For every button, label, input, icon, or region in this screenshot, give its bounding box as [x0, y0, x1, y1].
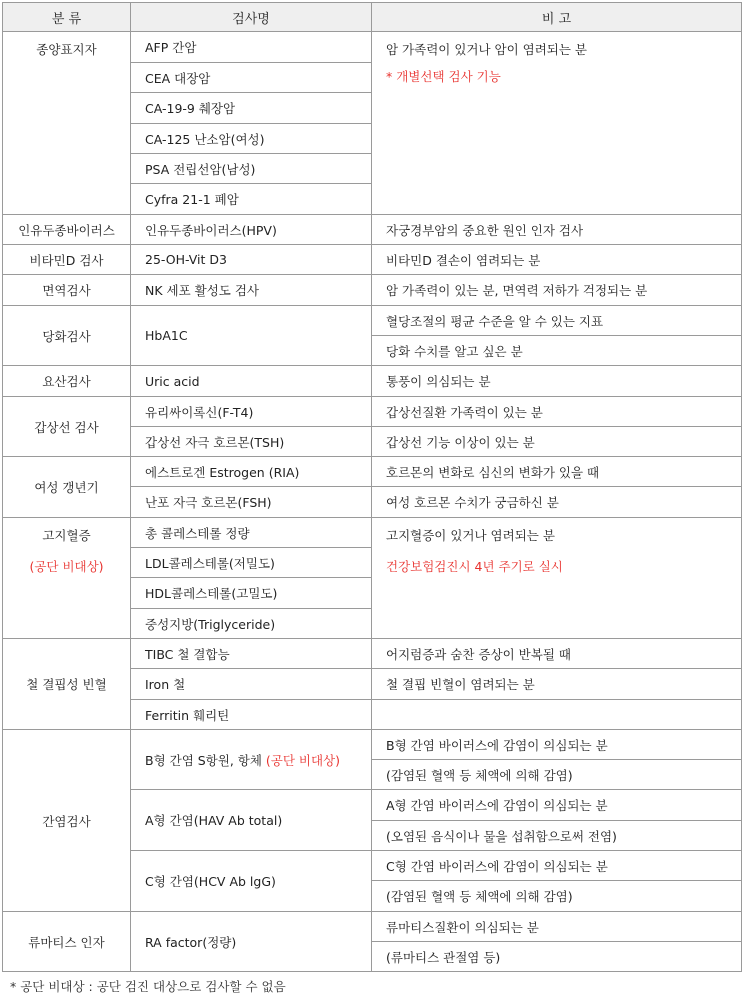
test-cell: Iron 철	[131, 669, 372, 700]
note-cell: 호르몬의 변화로 심신의 변화가 있을 때	[372, 457, 742, 487]
test-cell: 총 콜레스테롤 정량	[131, 518, 372, 548]
table-header-row	[3, 3, 742, 32]
header-category: 분 류	[3, 3, 131, 32]
note-text: 고지혈증이 있거나 염려되는 분	[386, 528, 555, 543]
footnote: * 공단 비대상 : 공단 검진 대상으로 검사할 수 없음	[10, 979, 286, 994]
category-text: 고지혈증	[42, 528, 91, 543]
test-cell: 갑상선 자극 호르몬(TSH)	[131, 427, 372, 457]
note-cell: 류마티스질환이 의심되는 분	[372, 912, 742, 942]
table-row	[3, 275, 742, 306]
table-row	[3, 32, 742, 63]
test-cell: PSA 전립선암(남성)	[131, 154, 372, 184]
checkup-table	[2, 2, 742, 972]
note-lipid	[372, 518, 742, 639]
test-cell: CEA 대장암	[131, 63, 372, 93]
category-red-text: (공단 비대상)	[29, 559, 104, 574]
note-cell: 비타민D 결손이 염려되는 분	[372, 245, 742, 275]
category-rheuma: 류마티스 인자	[3, 912, 131, 972]
table-row	[3, 457, 742, 487]
test-cell: CA-125 난소암(여성)	[131, 124, 372, 154]
table-row	[3, 215, 742, 245]
header-note: 비 고	[372, 3, 742, 32]
note-cell: 당화 수치를 알고 싶은 분	[372, 336, 742, 366]
table-row	[3, 245, 742, 275]
category-glucose: 당화검사	[3, 306, 131, 366]
test-red-text: (공단 비대상)	[265, 752, 341, 768]
category-uric: 요산검사	[3, 366, 131, 397]
note-cell: 여성 호르몬 수치가 궁금하신 분	[372, 487, 742, 518]
test-cell: 난포 자극 호르몬(FSH)	[131, 487, 372, 518]
category-hepatitis: 간염검사	[3, 730, 131, 912]
note-red-text: 건강보험검진시 4년 주기로 실시	[386, 559, 563, 574]
table-row	[3, 639, 742, 669]
test-text: B형 간염 S항원, 항체	[145, 752, 266, 768]
test-cell: 중성지방(Triglyceride)	[131, 609, 372, 639]
note-cell: 철 결핍 빈혈이 염려되는 분	[372, 669, 742, 700]
test-cell: Ferritin 훼리틴	[131, 700, 372, 730]
category-immune: 면역검사	[3, 275, 131, 306]
note-cell: 통풍이 의심되는 분	[372, 366, 742, 397]
category-lipid	[3, 518, 131, 639]
note-cell: 자궁경부암의 중요한 원인 인자 검사	[372, 215, 742, 245]
note-cell: 어지럼증과 숨찬 증상이 반복될 때	[372, 639, 742, 669]
table-row	[3, 366, 742, 397]
note-tumor	[372, 32, 742, 215]
header-test: 검사명	[131, 3, 372, 32]
table-row	[3, 306, 742, 336]
test-cell: TIBC 철 결합능	[131, 639, 372, 669]
note-cell: (감염된 혈액 등 체액에 의해 감염)	[372, 760, 742, 790]
note-cell: A형 간염 바이러스에 감염이 의심되는 분	[372, 790, 742, 821]
category-tumor: 종양표지자	[3, 32, 131, 215]
note-cell: 갑상선질환 가족력이 있는 분	[372, 397, 742, 427]
test-cell: HbA1C	[131, 306, 372, 366]
note-red-text: * 개별선택 검사 기능	[386, 69, 501, 84]
note-cell: 혈당조절의 평균 수준을 알 수 있는 지표	[372, 306, 742, 336]
note-cell: (류마티스 관절염 등)	[372, 942, 742, 972]
test-cell: 유리싸이록신(F-T4)	[131, 397, 372, 427]
test-cell: AFP 간암	[131, 32, 372, 63]
test-cell: 에스트로겐 Estrogen (RIA)	[131, 457, 372, 487]
note-cell: C형 간염 바이러스에 감염이 의심되는 분	[372, 851, 742, 881]
test-cell: 25-OH-Vit D3	[131, 245, 372, 275]
note-cell: (감염된 혈액 등 체액에 의해 감염)	[372, 881, 742, 912]
category-vitd: 비타민D 검사	[3, 245, 131, 275]
test-cell: Uric acid	[131, 366, 372, 397]
test-cell: Cyfra 21-1 폐암	[131, 184, 372, 215]
table-row	[3, 912, 742, 942]
note-cell: 암 가족력이 있는 분, 면역력 저하가 걱정되는 분	[372, 275, 742, 306]
test-cell: 인유두종바이러스(HPV)	[131, 215, 372, 245]
test-cell: A형 간염(HAV Ab total)	[131, 790, 372, 851]
test-cell: C형 간염(HCV Ab lgG)	[131, 851, 372, 912]
test-cell	[131, 730, 372, 790]
test-cell: NK 세포 활성도 검사	[131, 275, 372, 306]
note-cell	[372, 700, 742, 730]
note-cell: B형 간염 바이러스에 감염이 의심되는 분	[372, 730, 742, 760]
test-cell: RA factor(정량)	[131, 912, 372, 972]
table-row	[3, 397, 742, 427]
note-cell: 갑상선 기능 이상이 있는 분	[372, 427, 742, 457]
category-hpv: 인유두종바이러스	[3, 215, 131, 245]
table-row	[3, 518, 742, 548]
note-cell: (오염된 음식이나 물을 섭취함으로써 전염)	[372, 821, 742, 851]
test-cell: HDL콜레스테롤(고밀도)	[131, 578, 372, 609]
category-iron: 철 결핍성 빈혈	[3, 639, 131, 730]
note-text: 암 가족력이 있거나 암이 염려되는 분	[386, 42, 587, 57]
category-menopause: 여성 갱년기	[3, 457, 131, 518]
table-row	[3, 730, 742, 760]
test-cell: CA-19-9 췌장암	[131, 93, 372, 124]
category-thyroid: 갑상선 검사	[3, 397, 131, 457]
test-cell: LDL콜레스테롤(저밀도)	[131, 548, 372, 578]
